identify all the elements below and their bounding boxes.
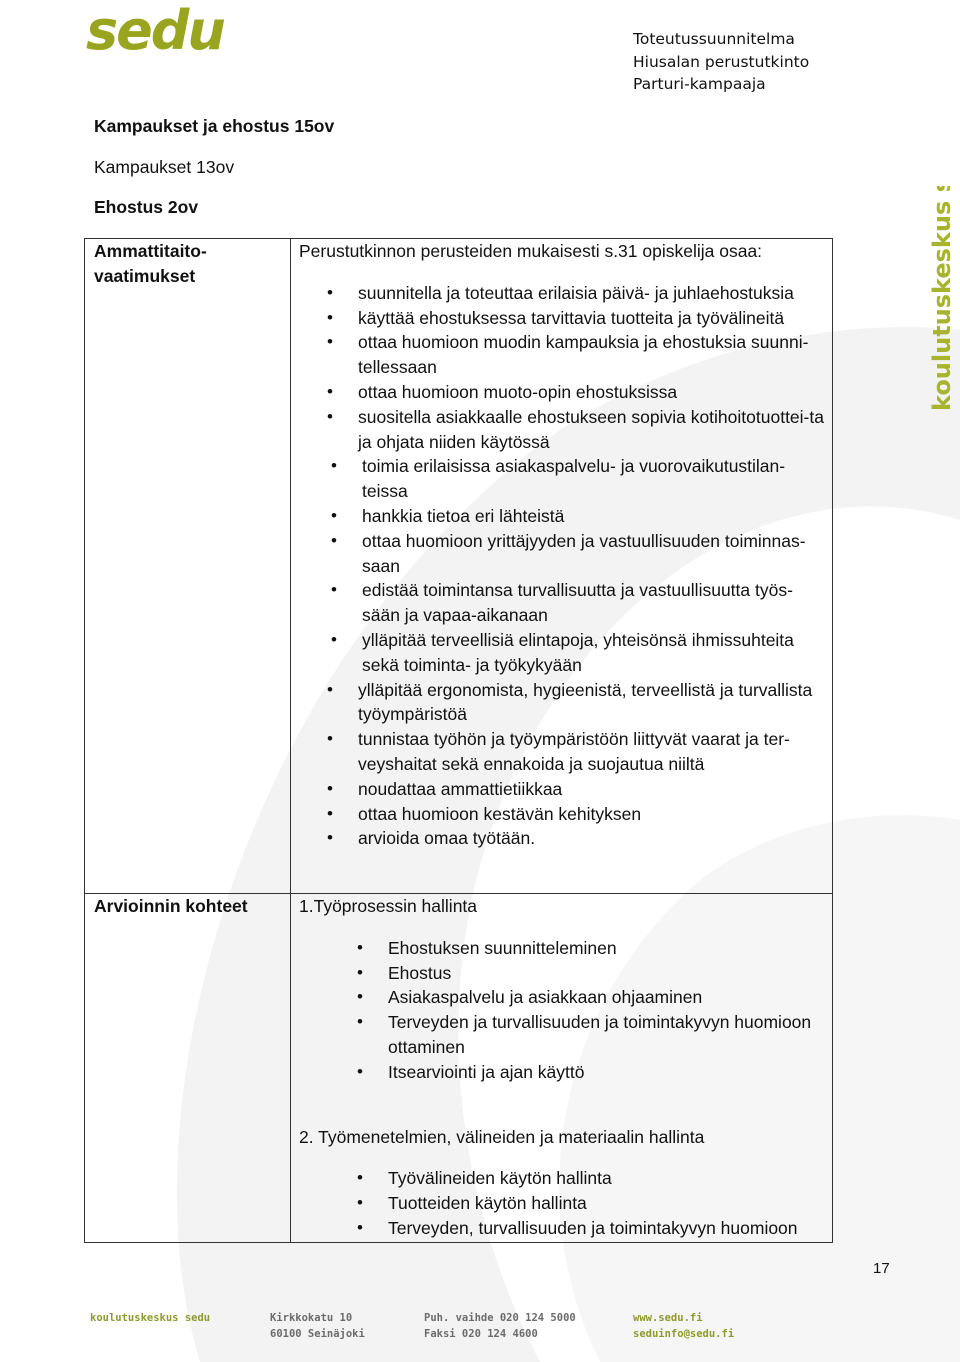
- list-item: • ylläpitää terveellisiä elintapoja, yhteisönsä ihmissuhteita sekä toiminta- ja työkykyään: [299, 628, 824, 678]
- row-content: [291, 239, 833, 894]
- section-title-2: 2. Työmenetelmien, välineiden ja materiaalin hallinta: [299, 1126, 705, 1147]
- requirements-list: [299, 281, 824, 851]
- row-label: [85, 894, 291, 1243]
- header-line-2: Hiusalan perustutkinto: [633, 52, 810, 71]
- list-item: • ottaa huomioon kestävän kehityksen: [299, 802, 824, 827]
- list-item: • suunnitella ja toteuttaa erilaisia päivä- ja juhlaehostuksia: [299, 281, 824, 306]
- footer-phone: [424, 1310, 576, 1342]
- header-line-1: Toteutussuunnitelma: [633, 30, 795, 48]
- footer-email-link[interactable]: seduinfo@sedu.fi: [633, 1328, 735, 1340]
- section-title-1: 1.Työprosessin hallinta: [299, 896, 478, 916]
- list-item: • suositella asiakkaalle ehostukseen sopivia kotihoitotuottei-ta ja ohjata niiden käytössä: [299, 405, 824, 455]
- list-item: • käyttää ehostuksessa tarvittavia tuotteita ja työvälineitä: [299, 306, 824, 331]
- heading-main: Kampaukset ja ehostus 15ov: [94, 116, 335, 136]
- requirements-intro: Perustutkinnon perusteiden mukaisesti s.31 opiskelija osaa:: [299, 241, 763, 261]
- list-item: • Asiakaspalvelu ja asiakkaan ohjaaminen: [299, 985, 824, 1010]
- assessment-list-1: [299, 936, 824, 1085]
- side-brand-text: koulutuskeskus sedu: [928, 186, 956, 411]
- header-line-3: Parturi-kampaaja: [633, 75, 766, 93]
- label-line-2: vaatimukset: [94, 265, 196, 286]
- assessment-list-2: [299, 1166, 824, 1240]
- list-item: • toimia erilaisissa asiakaspalvelu- ja vuorovaikutustilan-teissa: [299, 454, 824, 504]
- list-item: • noudattaa ammattietiikkaa: [299, 777, 824, 802]
- footer-web: [633, 1310, 734, 1342]
- footer-org: [90, 1310, 210, 1326]
- logo-text: sedu: [86, 0, 224, 62]
- footer-web-link[interactable]: www.sedu.fi: [633, 1312, 703, 1324]
- assessment-label: Arvioinnin kohteet: [94, 896, 248, 916]
- footer-phone-line: Puh. vaihde 020 124 5000: [424, 1312, 576, 1324]
- list-item: • Ehostuksen suunnitteleminen: [299, 936, 824, 961]
- list-item: • Terveyden, turvallisuuden ja toimintakyvyn huomioon: [299, 1216, 824, 1241]
- table-row: [85, 894, 833, 1243]
- list-item: • tunnistaa työhön ja työympäristöön liittyvät vaarat ja ter-veyshaitat sekä ennakoida ja suojautua niiltä: [299, 727, 824, 777]
- document-header: [633, 28, 809, 96]
- row-content: [291, 894, 833, 1243]
- footer-address-1: Kirkkokatu 10: [270, 1312, 353, 1324]
- footer-address-2: 60100 Seinäjoki: [270, 1328, 365, 1340]
- footer-address: [270, 1310, 365, 1342]
- list-item: • Terveyden ja turvallisuuden ja toimintakyvyn huomioon ottaminen: [299, 1010, 824, 1060]
- list-item: • ottaa huomioon muoto-opin ehostuksissa: [299, 380, 824, 405]
- list-item: • ylläpitää ergonomista, hygieenistä, terveellistä ja turvallista työympäristöä: [299, 678, 824, 728]
- list-item: • ottaa huomioon yrittäjyyden ja vastuullisuuden toiminnas-saan: [299, 529, 824, 579]
- list-item: • arvioida omaa työtään.: [299, 826, 824, 851]
- list-item: • ottaa huomioon muodin kampauksia ja ehostuksia suunni-tellessaan: [299, 330, 824, 380]
- list-item: • Työvälineiden käytön hallinta: [299, 1166, 824, 1191]
- list-item: • hankkia tietoa eri lähteistä: [299, 504, 824, 529]
- sedu-logo: [86, 0, 236, 62]
- page-number: 17: [873, 1260, 890, 1277]
- list-item: • Ehostus: [299, 961, 824, 986]
- list-item: • edistää toimintansa turvallisuutta ja vastuullisuutta työs-sään ja vapaa-aikanaan: [299, 578, 824, 628]
- footer-fax-line: Faksi 020 124 4600: [424, 1328, 538, 1340]
- requirements-table: [84, 238, 833, 1243]
- footer-org-name: koulutuskeskus sedu: [90, 1312, 211, 1324]
- side-brand-logo: [922, 186, 960, 416]
- heading-sub-2: Ehostus 2ov: [94, 197, 199, 217]
- label-line-1: Ammattitaito-: [94, 241, 207, 261]
- heading-sub-1: Kampaukset 13ov: [94, 157, 235, 177]
- table-row: [85, 239, 833, 894]
- list-item: • Itsearviointi ja ajan käyttö: [299, 1060, 824, 1085]
- row-label: [85, 239, 291, 894]
- list-item: • Tuotteiden käytön hallinta: [299, 1191, 824, 1216]
